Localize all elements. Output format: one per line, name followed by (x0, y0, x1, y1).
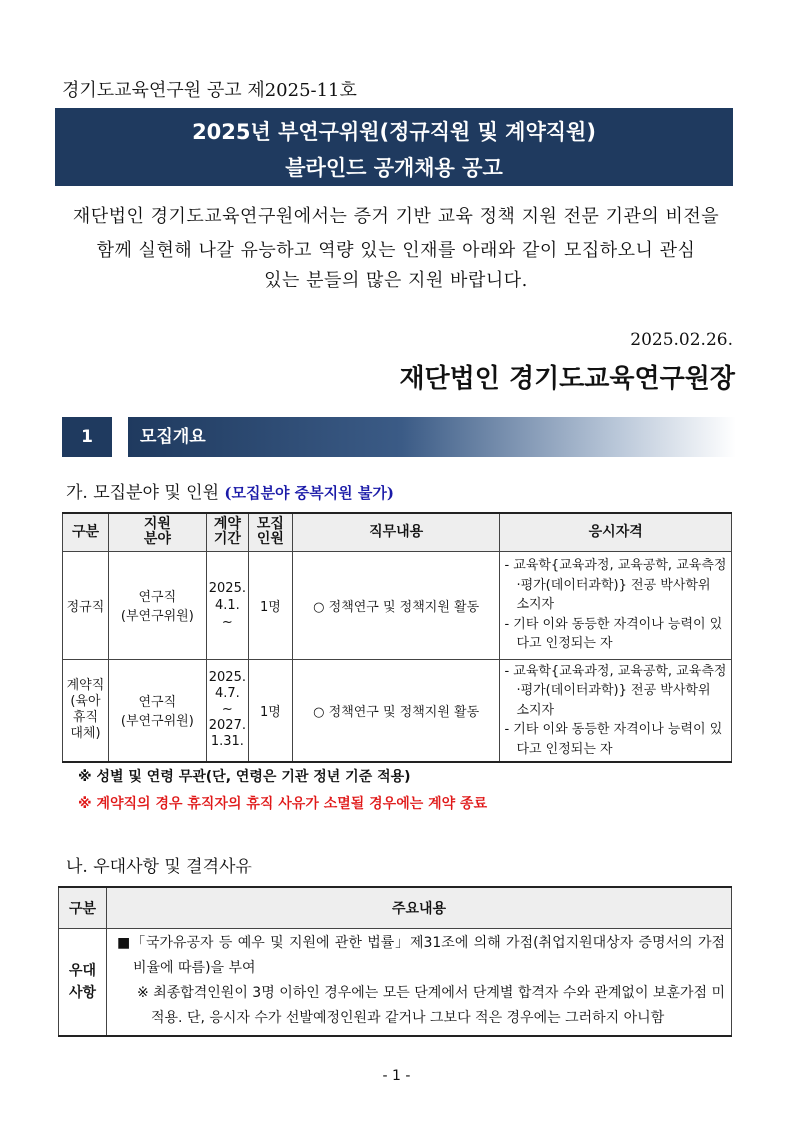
row-category: 정규직 (63, 551, 109, 659)
intro-line-2: 함께 실현해 나갈 유능하고 역량 있는 인재를 아래와 같이 모집하오니 관심 (96, 240, 696, 261)
title-banner (55, 108, 733, 186)
title-line-2: 블라인드 공개채용 공고 (285, 156, 503, 180)
row-count: 1명 (248, 659, 292, 762)
table-header-row (59, 887, 732, 929)
row-qualification (500, 659, 732, 762)
notice-contract-termination: ※ 계약직의 경우 휴직자의 휴직 사유가 소멸될 경우에는 계약 종료 (78, 796, 488, 812)
header-period: 계약 기간 (206, 513, 248, 551)
qualification-item: - 기타 이와 동등한 자격이나 능력이 있다고 인정되는 자 (504, 722, 723, 757)
row-duty: ○ 정책연구 및 정책지원 활동 (292, 551, 500, 659)
title-line-1: 2025년 부연구위원(정규직원 및 계약직원) (192, 120, 596, 144)
announcement-date: 2025.02.26. (630, 330, 733, 350)
header-category: 구분 (63, 513, 109, 551)
row-field: 연구직 (부연구위원) (108, 659, 206, 762)
preference-table (58, 886, 732, 1037)
row-count: 1명 (248, 551, 292, 659)
header-qualification: 응시자격 (500, 513, 732, 551)
subsection-a-note: (모집분야 중복지원 불가) (224, 484, 394, 502)
page-number: - 1 - (382, 1068, 411, 1084)
preference-item: ■「국가유공자 등 예우 및 지원에 관한 법률」제31조에 의해 가점(취업지원대상자 증명서의 가점비율에 따름)을 부여 (117, 935, 725, 976)
row-category: 우대 사항 (59, 929, 107, 1037)
row-period: 2025. 4.7. ~ 2027. 1.31. (206, 659, 248, 762)
row-category: 계약직 (육아 휴직 대체) (63, 659, 109, 762)
table-row (63, 659, 732, 762)
header-category: 구분 (59, 887, 107, 929)
row-field: 연구직 (부연구위원) (108, 551, 206, 659)
table-row (63, 551, 732, 659)
section-number: 1 (62, 417, 112, 457)
row-content (107, 929, 732, 1037)
preference-note: ※ 최종합격인원이 3명 이하인 경우에는 모든 단계에서 단계별 합격자 수와 관계없이 보훈가점 미적용. 단, 응시자 수가 선발예정인원과 같거나 그보다 적은 경우에는 그러하지 아니함 (137, 985, 725, 1026)
intro-line-1: 재단법인 경기도교육연구원에서는 증거 기반 교육 정책 지원 전문 기관의 비전을 (72, 206, 720, 227)
section-title: 모집개요 (128, 417, 736, 457)
section-header (62, 417, 736, 457)
notice-gender-age: ※ 성별 및 연령 무관(단, 연령은 기관 정년 기준 적용) (78, 769, 411, 785)
row-period: 2025. 4.1. ~ (206, 551, 248, 659)
document-number: 경기도교육연구원 공고 제2025-11호 (62, 80, 357, 101)
qualification-item: - 교육학{교육과정, 교육공학, 교육측정·평가(데이터과학)} 전공 박사학위 소지자 (504, 663, 727, 718)
intro-line-3: 있는 분들의 많은 지원 바랍니다. (264, 270, 528, 291)
subsection-a-label: 가. 모집분야 및 인원 (66, 483, 219, 503)
row-duty: ○ 정책연구 및 정책지원 활동 (292, 659, 500, 762)
header-count: 모집 인원 (248, 513, 292, 551)
header-duty: 직무내용 (292, 513, 500, 551)
table-row (59, 929, 732, 1037)
table-header-row (63, 513, 732, 551)
header-field: 지원 분야 (108, 513, 206, 551)
header-content: 주요내용 (107, 887, 732, 929)
organization-name: 재단법인 경기도교육연구원장 (399, 364, 735, 394)
subsection-a (66, 478, 394, 503)
row-qualification (500, 551, 732, 659)
qualification-item: - 교육학{교육과정, 교육공학, 교육측정·평가(데이터과학)} 전공 박사학위 소지자 (504, 558, 727, 613)
recruitment-table (62, 512, 732, 763)
subsection-b-label: 나. 우대사항 및 결격사유 (66, 857, 252, 877)
qualification-item: - 기타 이와 동등한 자격이나 능력이 있다고 인정되는 자 (504, 616, 723, 652)
